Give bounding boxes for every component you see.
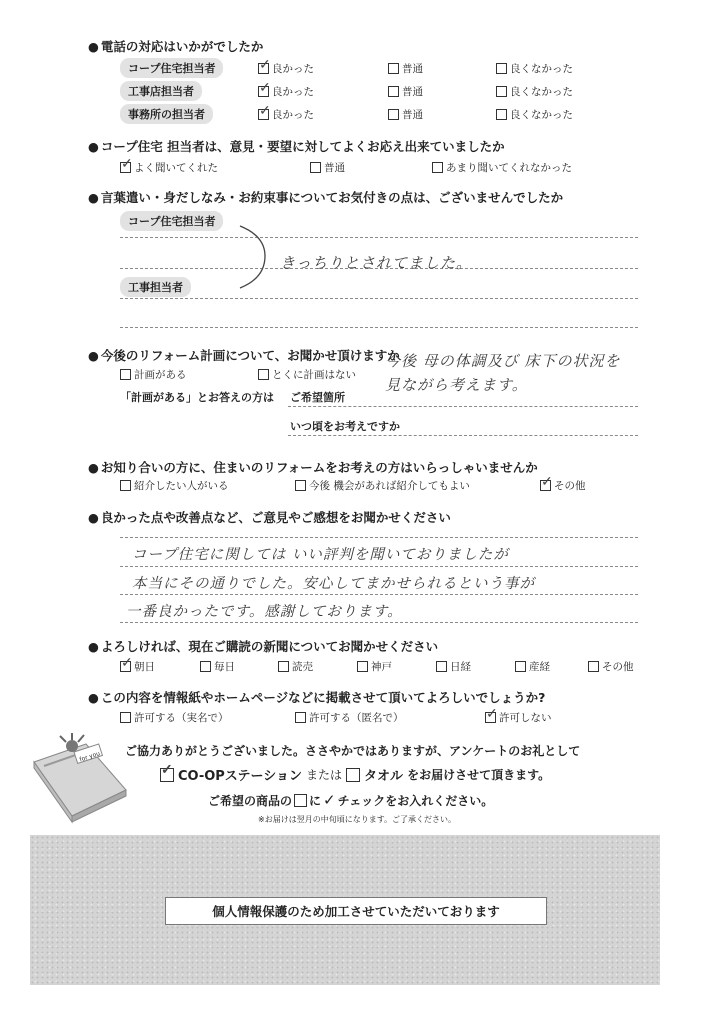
q1-row-label: コープ住宅担当者 xyxy=(120,58,223,78)
towel-checkbox[interactable] xyxy=(346,768,360,782)
checkbox[interactable] xyxy=(295,712,306,723)
dashed-line xyxy=(120,594,638,595)
q1-row-option[interactable]: 普通 xyxy=(388,107,423,122)
q2-option-1[interactable]: 普通 xyxy=(310,160,345,175)
checkbox[interactable] xyxy=(388,86,399,97)
q1-row-label: 事務所の担当者 xyxy=(120,104,213,124)
q3-label-koji: 工事担当者 xyxy=(120,277,191,297)
checkbox[interactable] xyxy=(258,369,269,380)
example-checkbox xyxy=(294,794,307,807)
q1-row-option[interactable]: 良くなかった xyxy=(496,107,573,122)
check-icon: ✓ xyxy=(323,791,336,809)
checkbox[interactable] xyxy=(496,86,507,97)
q1-row-option[interactable]: 普通 xyxy=(388,84,423,99)
checkbox[interactable] xyxy=(120,712,131,723)
q7-option[interactable]: 読売 xyxy=(278,659,313,674)
q7-option[interactable]: 毎日 xyxy=(200,659,235,674)
dashed-line xyxy=(120,327,638,328)
q4-handwritten-line1: 今後 母の体調及び 床下の状況を xyxy=(385,352,621,370)
q5-option-0[interactable]: 紹介したい人がいる xyxy=(120,478,229,493)
q1-row-option[interactable]: 良くなかった xyxy=(496,84,573,99)
checkbox[interactable] xyxy=(278,661,289,672)
dashed-line xyxy=(120,566,638,567)
q3-title: ● 言葉遣い・身だしなみ・お約束事についてお気付きの点は、ございませんでしたか xyxy=(88,188,563,206)
q7-title: ● よろしければ、現在ご購読の新聞についてお聞かせください xyxy=(88,637,438,655)
q6-title: ● 良かった点や改善点など、ご意見やご感想をお聞かせください xyxy=(88,508,451,526)
q1-row-option[interactable]: ✓ 良かった xyxy=(258,61,314,76)
q4-handwritten-line2: 見ながら考えます。 xyxy=(385,376,528,394)
checkbox[interactable] xyxy=(120,661,131,672)
q7-option[interactable]: 日経 xyxy=(436,659,471,674)
checkbox[interactable] xyxy=(496,109,507,120)
q4-option-0[interactable]: 計画がある xyxy=(120,367,187,382)
checkbox[interactable] xyxy=(515,661,526,672)
q7-option[interactable]: ✓ 朝日 xyxy=(120,659,155,674)
q4-note-label: 「計画がある」とお答えの方は xyxy=(120,391,274,404)
q1-row-option[interactable]: 普通 xyxy=(388,61,423,76)
checkbox[interactable] xyxy=(120,480,131,491)
brace-mark xyxy=(235,222,275,292)
dashed-line xyxy=(288,406,638,407)
redaction-label: 個人情報保護のため加工させていただいております xyxy=(165,897,547,925)
checkbox[interactable] xyxy=(310,162,321,173)
q2-title: ● コープ住宅 担当者は、意見・要望に対してよくお応え出来ていましたか xyxy=(88,137,505,155)
checkbox[interactable] xyxy=(496,63,507,74)
checkbox[interactable] xyxy=(388,63,399,74)
checkbox[interactable] xyxy=(432,162,443,173)
q4-option-1[interactable]: とくに計画はない xyxy=(258,367,356,382)
checkbox[interactable] xyxy=(120,369,131,380)
checkbox[interactable] xyxy=(485,712,496,723)
checkbox[interactable] xyxy=(436,661,447,672)
q1-row-label: 工事店担当者 xyxy=(120,81,202,101)
q6-handwritten-line3: 一番良かったです。感謝しております。 xyxy=(126,604,403,620)
q5-option-1[interactable]: 今後 機会があれば紹介してもよい xyxy=(295,478,470,493)
q5-title: ● お知り合いの方に、住まいのリフォームをお考えの方はいらっしゃいませんか xyxy=(88,458,538,476)
q7-option[interactable]: 産経 xyxy=(515,659,550,674)
q8-option-0[interactable]: 許可する（実名で） xyxy=(120,710,229,725)
checkbox[interactable] xyxy=(588,661,599,672)
q8-title: ● この内容を情報紙やホームページなどに掲載させて頂いてよろしいでしょうか? xyxy=(88,688,545,706)
q4-title: ● 今後のリフォーム計画について、お聞かせ頂けますか xyxy=(88,346,400,364)
gift-box-icon xyxy=(30,732,130,824)
q2-option-0[interactable]: ✓ よく聞いてくれた xyxy=(120,160,218,175)
q8-option-1[interactable]: 許可する（匿名で） xyxy=(295,710,404,725)
dashed-line xyxy=(120,237,638,238)
closing-line1: ご協力ありがとうございました。ささやかではありますが、アンケートのお礼として xyxy=(125,744,581,758)
checkbox[interactable] xyxy=(120,162,131,173)
q1-row-option[interactable]: ✓ 良かった xyxy=(258,107,314,122)
q7-option[interactable]: その他 xyxy=(588,659,634,674)
q4-when-label: いつ頃をお考えですか xyxy=(290,420,400,433)
checkbox[interactable] xyxy=(295,480,306,491)
closing-line2: ✓ CO-OPステーション または タオル をお届けさせて頂きます。 xyxy=(160,765,550,784)
q2-option-2[interactable]: あまり聞いてくれなかった xyxy=(432,160,572,175)
closing-note: ※お届けは翌月の中旬頃になります。ご了承ください。 xyxy=(258,815,457,824)
q6-handwritten-line1: コープ住宅に関しては いい評判を聞いておりましたが xyxy=(132,547,509,563)
dashed-line xyxy=(120,622,638,623)
q3-label-coop: コープ住宅担当者 xyxy=(120,211,223,231)
q1-title: ● 電話の対応はいかがでしたか xyxy=(88,37,263,55)
checkbox[interactable] xyxy=(258,109,269,120)
q1-row-option[interactable]: 良くなかった xyxy=(496,61,573,76)
checkbox[interactable] xyxy=(388,109,399,120)
checkbox[interactable] xyxy=(258,63,269,74)
checkbox[interactable] xyxy=(258,86,269,97)
coop-station-checkbox[interactable] xyxy=(160,768,174,782)
checkbox[interactable] xyxy=(200,661,211,672)
q5-option-2[interactable]: ✓ その他 xyxy=(540,478,586,493)
q3-handwritten-answer: きっちりとされてました。 xyxy=(280,254,473,272)
checkbox[interactable] xyxy=(540,480,551,491)
q6-handwritten-line2: 本当にその通りでした。安心してまかせられるという事が xyxy=(132,576,535,592)
q8-option-2[interactable]: ✓ 許可しない xyxy=(485,710,552,725)
q7-option[interactable]: 神戸 xyxy=(357,659,392,674)
closing-line3: ご希望の商品の に ✓ チェックをお入れください。 xyxy=(208,791,494,809)
checkbox[interactable] xyxy=(357,661,368,672)
dashed-line xyxy=(288,435,638,436)
q1-row-option[interactable]: ✓ 良かった xyxy=(258,84,314,99)
dashed-line xyxy=(120,537,638,538)
gift-tag-text: for you xyxy=(78,750,102,764)
q4-place-label: ご希望箇所 xyxy=(290,391,345,404)
dashed-line xyxy=(120,298,638,299)
